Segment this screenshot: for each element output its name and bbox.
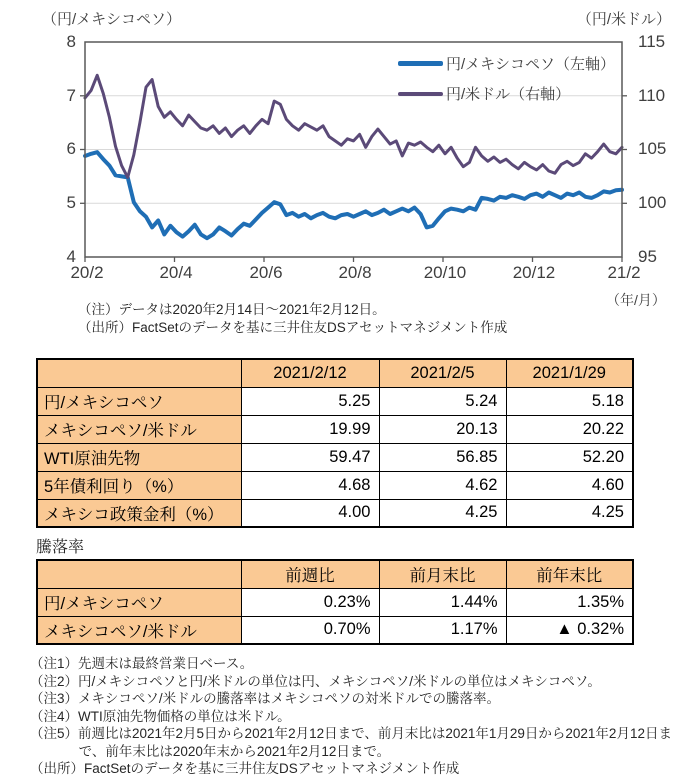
footnote: （注4）WTI原油先物価格の単位は米ドル。 xyxy=(30,708,291,724)
cell-value: 4.00 xyxy=(241,499,379,527)
cell-value: 56.85 xyxy=(379,443,506,471)
change-rate-table xyxy=(36,559,634,645)
column-header: 2021/2/12 xyxy=(241,359,379,387)
footnote: （注3）メキシコペソ/米ドルの騰落率はメキシコペソの対米ドルでの騰落率。 xyxy=(30,691,500,706)
right-axis-tick: 105 xyxy=(638,139,667,158)
chart-legend xyxy=(398,53,615,113)
cell-value: 4.25 xyxy=(506,499,633,527)
left-axis-tick: 7 xyxy=(66,86,76,105)
table-row xyxy=(37,443,633,471)
cell-value: 19.99 xyxy=(241,415,379,443)
column-header: 2021/1/29 xyxy=(506,359,633,387)
table-row xyxy=(37,415,633,443)
column-header: 前年末比 xyxy=(506,560,633,588)
left-axis-tick: 4 xyxy=(66,247,76,266)
legend-label-usd: 円/米ドル（右軸） xyxy=(446,86,571,103)
right-axis-unit-label: （円/米ドル） xyxy=(576,11,671,28)
footnote: （注1）先週末は最終営業日ベース。 xyxy=(30,656,254,671)
column-header: 前月末比 xyxy=(379,560,506,588)
column-header: 2021/2/5 xyxy=(379,359,506,387)
left-axis-tick: 6 xyxy=(66,139,76,158)
right-axis-tick: 100 xyxy=(638,193,667,212)
left-axis-tick: 5 xyxy=(66,193,76,212)
right-axis-tick: 95 xyxy=(638,247,657,266)
chart-source: （出所）FactSetのデータを基に三井住友DSアセットマネジメント作成 xyxy=(78,320,508,335)
cell-value: 20.22 xyxy=(506,415,633,443)
cell-value: 5.18 xyxy=(506,387,633,415)
legend-item-usd xyxy=(398,83,615,104)
cell-value: 0.70% xyxy=(241,616,379,644)
cell-value: 52.20 xyxy=(506,443,633,471)
cell-value: 1.35% xyxy=(506,588,633,616)
table-row xyxy=(37,616,633,644)
cell-value: 4.25 xyxy=(379,499,506,527)
right-axis-tick: 110 xyxy=(638,86,666,105)
footnote-source: （出所）FactSetのデータを基に三井住友DSアセットマネジメント作成 xyxy=(30,761,460,776)
right-axis-tick: 115 xyxy=(638,32,666,51)
footnotes xyxy=(30,655,680,777)
x-axis-tick: 20/10 xyxy=(423,263,467,282)
row-label: 円/メキシコペソ xyxy=(37,387,241,415)
footnote: （注2）円/メキシコペソと円/米ドルの単位は円、メキシコペソ/米ドルの単位はメキシコペソ。 xyxy=(30,673,601,689)
table-row xyxy=(37,499,633,527)
price-table xyxy=(36,358,634,528)
table-row xyxy=(37,387,633,415)
cell-value: 4.68 xyxy=(241,471,379,499)
left-axis-unit-label: （円/メキシコペソ） xyxy=(42,11,182,28)
row-label: 円/メキシコペソ xyxy=(37,588,241,616)
row-label: メキシコ政策金利（%） xyxy=(37,499,241,527)
cell-value: 59.47 xyxy=(241,443,379,471)
x-axis-tick: 20/4 xyxy=(159,263,193,282)
x-axis-unit-label: （年/月） xyxy=(606,292,666,308)
exchange-rate-chart xyxy=(0,0,699,345)
row-label: WTI原油先物 xyxy=(37,443,241,471)
row-label: 5年債利回り（%） xyxy=(37,471,241,499)
table-header-row xyxy=(37,560,633,588)
row-label: メキシコペソ/米ドル xyxy=(37,415,241,443)
x-axis-tick: 21/2 xyxy=(607,263,641,282)
row-label: メキシコペソ/米ドル xyxy=(37,616,241,644)
footnote: （注5）前週比は2021年2月5日から2021年2月12日まで、前月末比は2021年1月29日から2021年2月12日まで、前年末比は2020年末から2021年2月12日まで。 xyxy=(30,726,672,759)
column-header: 前週比 xyxy=(241,560,379,588)
cell-value: 1.17% xyxy=(379,616,506,644)
cell-value: 4.60 xyxy=(506,471,633,499)
legend-line-swatch-blue xyxy=(398,61,443,66)
cell-value: ▲ 0.32% xyxy=(506,616,633,644)
corner-cell xyxy=(37,359,241,387)
chart-note: （注）データは2020年2月14日～2021年2月12日。 xyxy=(78,302,386,317)
x-axis-tick: 20/2 xyxy=(70,263,104,282)
left-axis-tick: 8 xyxy=(66,32,76,51)
cell-value: 4.62 xyxy=(379,471,506,499)
table-header-row xyxy=(37,359,633,387)
corner-cell xyxy=(37,560,241,588)
x-axis-tick: 20/12 xyxy=(512,263,556,282)
cell-value: 1.44% xyxy=(379,588,506,616)
x-axis-tick: 20/6 xyxy=(249,263,283,282)
cell-value: 0.23% xyxy=(241,588,379,616)
legend-item-mxn xyxy=(398,53,615,74)
table-row xyxy=(37,471,633,499)
cell-value: 5.25 xyxy=(241,387,379,415)
table-row xyxy=(37,588,633,616)
cell-value: 20.13 xyxy=(379,415,506,443)
cell-value: 5.24 xyxy=(379,387,506,415)
legend-line-swatch-purple xyxy=(398,92,443,96)
x-axis-tick: 20/8 xyxy=(338,263,372,282)
legend-label-mxn: 円/メキシコペソ（左軸） xyxy=(446,56,616,73)
change-rate-table-title: 騰落率 xyxy=(36,539,85,556)
